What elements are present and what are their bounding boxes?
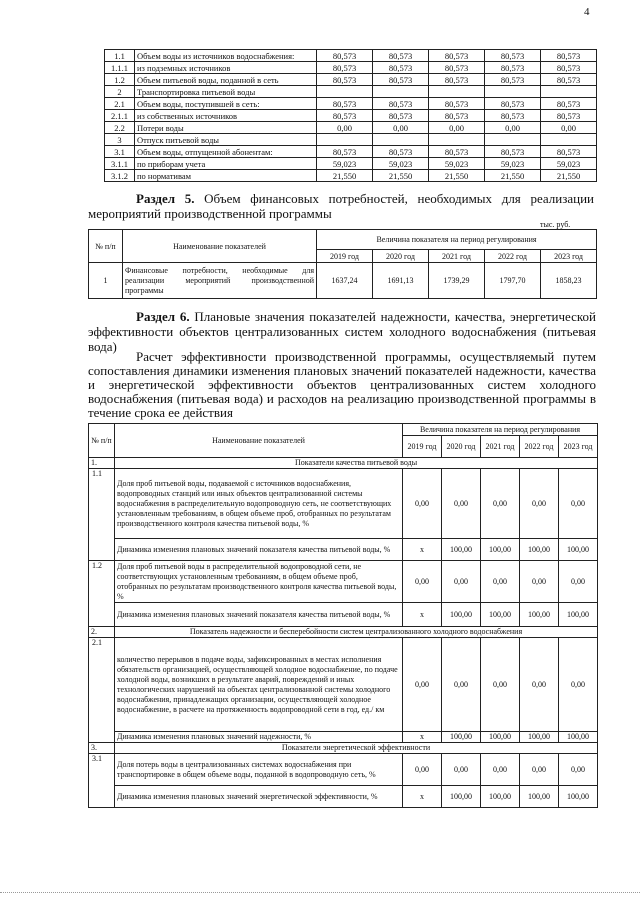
table-row bbox=[105, 50, 597, 62]
dynamics-value: 100,00 bbox=[481, 603, 520, 627]
row-value: 80,573 bbox=[485, 146, 541, 158]
row-value: 80,573 bbox=[429, 50, 485, 62]
table-row bbox=[105, 74, 597, 86]
dynamics-value: х bbox=[403, 603, 442, 627]
row-value: 80,573 bbox=[317, 146, 373, 158]
indicator-row bbox=[89, 469, 598, 539]
section5-title: Объем финансовых потребностей, необходимых для реализации мероприятий производственной программы bbox=[88, 191, 594, 221]
row-value: 80,573 bbox=[317, 62, 373, 74]
dynamics-value: 100,00 bbox=[520, 603, 559, 627]
row-name: Объем воды, поступившей в сеть: bbox=[135, 98, 317, 110]
row-value bbox=[541, 86, 597, 98]
t3-header-period: Величина показателя на период регулирования bbox=[403, 424, 598, 436]
row-value: 80,573 bbox=[317, 50, 373, 62]
t2-header-num: № п/п bbox=[89, 230, 123, 263]
row-value: 59,023 bbox=[485, 158, 541, 170]
row-value: 80,573 bbox=[541, 62, 597, 74]
indicator-value: 0,00 bbox=[520, 469, 559, 539]
section-num: 2. bbox=[89, 627, 115, 638]
page-number: 4 bbox=[584, 6, 590, 18]
dynamics-row bbox=[89, 603, 598, 627]
dynamics-name: Динамика изменения плановых значений надежности, % bbox=[115, 732, 403, 743]
indicator-value: 0,00 bbox=[559, 754, 598, 786]
row-value: 0,00 bbox=[429, 122, 485, 134]
financial-needs-table bbox=[88, 229, 597, 299]
row-value bbox=[317, 86, 373, 98]
indicator-value: 0,00 bbox=[520, 638, 559, 732]
row-name: Потери воды bbox=[135, 122, 317, 134]
dynamics-value: 100,00 bbox=[559, 786, 598, 808]
row-num: 2 bbox=[105, 86, 135, 98]
section-row bbox=[89, 743, 598, 754]
table-row bbox=[105, 86, 597, 98]
section-row bbox=[89, 458, 598, 469]
section-num: 1. bbox=[89, 458, 115, 469]
row-value: 80,573 bbox=[429, 98, 485, 110]
row-num: 2.1 bbox=[105, 98, 135, 110]
row-value bbox=[485, 86, 541, 98]
indicator-value: 0,00 bbox=[559, 561, 598, 603]
dynamics-value: х bbox=[403, 786, 442, 808]
indicator-value: 0,00 bbox=[403, 754, 442, 786]
row-value: 80,573 bbox=[429, 110, 485, 122]
section5-heading bbox=[88, 191, 594, 221]
row-value: 80,573 bbox=[485, 74, 541, 86]
row-num: 3.1.1 bbox=[105, 158, 135, 170]
row-num: 2.1.1 bbox=[105, 110, 135, 122]
indicator-value: 0,00 bbox=[481, 754, 520, 786]
dynamics-value: 100,00 bbox=[442, 603, 481, 627]
t2-row-name: Финансовые потребности, необходимые для реализации мероприятий производственной программы bbox=[123, 263, 317, 299]
table-row bbox=[105, 146, 597, 158]
row-value: 80,573 bbox=[317, 110, 373, 122]
section5-label: Раздел 5. bbox=[136, 191, 195, 206]
row-value: 80,573 bbox=[373, 146, 429, 158]
row-value: 80,573 bbox=[485, 62, 541, 74]
dynamics-value: 100,00 bbox=[442, 786, 481, 808]
indicator-value: 0,00 bbox=[403, 469, 442, 539]
t2-value: 1691,13 bbox=[373, 263, 429, 299]
indicator-num: 1.1 bbox=[89, 469, 115, 561]
t2-year: 2023 год bbox=[541, 250, 597, 263]
t2-row-num: 1 bbox=[89, 263, 123, 299]
t2-header-name: Наименование показателей bbox=[123, 230, 317, 263]
t2-value: 1739,29 bbox=[429, 263, 485, 299]
table-row bbox=[105, 158, 597, 170]
dynamics-value: 100,00 bbox=[520, 786, 559, 808]
indicators-table bbox=[88, 423, 598, 808]
indicator-value: 0,00 bbox=[520, 754, 559, 786]
row-value: 80,573 bbox=[429, 146, 485, 158]
indicator-name: Доля потерь воды в централизованных системах водоснабжения при транспортировке в общем объеме воды, поданной в водопроводную сеть, % bbox=[115, 754, 403, 786]
table-row bbox=[105, 110, 597, 122]
row-value: 0,00 bbox=[317, 122, 373, 134]
row-value: 21,550 bbox=[429, 170, 485, 182]
indicator-value: 0,00 bbox=[481, 561, 520, 603]
indicator-value: 0,00 bbox=[520, 561, 559, 603]
table-row bbox=[105, 98, 597, 110]
t3-year: 2020 год bbox=[442, 436, 481, 458]
row-value: 21,550 bbox=[373, 170, 429, 182]
dynamics-name: Динамика изменения плановых значений показателя качества питьевой воды, % bbox=[115, 603, 403, 627]
t2-year: 2021 год bbox=[429, 250, 485, 263]
dynamics-value: х bbox=[403, 539, 442, 561]
row-name: из собственных источников bbox=[135, 110, 317, 122]
row-name: по нормативам bbox=[135, 170, 317, 182]
row-value: 21,550 bbox=[541, 170, 597, 182]
indicator-row bbox=[89, 561, 598, 603]
row-value: 80,573 bbox=[373, 98, 429, 110]
dynamics-value: 100,00 bbox=[442, 732, 481, 743]
row-value: 80,573 bbox=[373, 62, 429, 74]
row-value bbox=[373, 86, 429, 98]
row-value: 80,573 bbox=[485, 110, 541, 122]
row-name: по приборам учета bbox=[135, 158, 317, 170]
section6-title: Плановые значения показателей надежности, качества, энергетической эффективности объектов централизованных систем холодного водоснабжения (питьевая вода) bbox=[88, 309, 597, 354]
section6-label: Раздел 6. bbox=[136, 309, 190, 324]
row-value: 0,00 bbox=[485, 122, 541, 134]
water-balance-table bbox=[104, 49, 597, 182]
indicator-num: 1.2 bbox=[89, 561, 115, 627]
indicator-row bbox=[89, 638, 598, 732]
row-value: 80,573 bbox=[429, 74, 485, 86]
t3-header-num: № п/п bbox=[89, 424, 115, 458]
row-value: 0,00 bbox=[373, 122, 429, 134]
indicator-num: 2.1 bbox=[89, 638, 115, 743]
row-value bbox=[429, 86, 485, 98]
dynamics-value: 100,00 bbox=[520, 539, 559, 561]
row-value: 21,550 bbox=[485, 170, 541, 182]
indicator-row bbox=[89, 754, 598, 786]
row-num: 3.1 bbox=[105, 146, 135, 158]
row-value: 80,573 bbox=[541, 146, 597, 158]
t2-value: 1797,70 bbox=[485, 263, 541, 299]
dynamics-row bbox=[89, 732, 598, 743]
unit-label: тыс. руб. bbox=[540, 220, 571, 229]
dynamics-value: 100,00 bbox=[481, 732, 520, 743]
dynamics-row bbox=[89, 786, 598, 808]
dynamics-value: 100,00 bbox=[481, 786, 520, 808]
indicator-value: 0,00 bbox=[403, 561, 442, 603]
t2-header-period: Величина показателя на период регулирования bbox=[317, 230, 597, 250]
row-value: 59,023 bbox=[541, 158, 597, 170]
row-name: Объем питьевой воды, поданной в сеть bbox=[135, 74, 317, 86]
row-value: 80,573 bbox=[373, 50, 429, 62]
indicator-value: 0,00 bbox=[442, 754, 481, 786]
row-value: 80,573 bbox=[373, 110, 429, 122]
row-value: 80,573 bbox=[541, 98, 597, 110]
section-title: Показатели качества питьевой воды bbox=[115, 458, 598, 469]
t2-value: 1637,24 bbox=[317, 263, 373, 299]
row-value: 59,023 bbox=[429, 158, 485, 170]
dynamics-name: Динамика изменения плановых значений показателя качества питьевой воды, % bbox=[115, 539, 403, 561]
row-num: 1.1 bbox=[105, 50, 135, 62]
dynamics-value: 100,00 bbox=[559, 603, 598, 627]
dynamics-name: Динамика изменения плановых значений энергетической эффективности, % bbox=[115, 786, 403, 808]
indicator-value: 0,00 bbox=[442, 469, 481, 539]
indicator-name: количество перерывов в подаче воды, зафиксированных в местах исполнения обязательств организацией, осуществляющей холодное водоснабжение, по подаче холодной воды, возникших в результате аварий, повреждений и иных технологических нарушений на объектах централизованной системы холодного водоснабжения, принадлежащих организации, осуществляющей холодное водоснабжение, в расчете на протяженность водопроводной сети в год, ед./ км bbox=[115, 638, 403, 732]
section-num: 3. bbox=[89, 743, 115, 754]
table-row bbox=[105, 122, 597, 134]
t3-year: 2019 год bbox=[403, 436, 442, 458]
row-value: 0,00 bbox=[541, 122, 597, 134]
t3-header-name: Наименование показателей bbox=[115, 424, 403, 458]
row-value: 80,573 bbox=[317, 98, 373, 110]
row-name: из подземных источников bbox=[135, 62, 317, 74]
row-value bbox=[317, 134, 373, 146]
row-value: 21,550 bbox=[317, 170, 373, 182]
dynamics-value: 100,00 bbox=[442, 539, 481, 561]
t2-year: 2019 год bbox=[317, 250, 373, 263]
row-value bbox=[429, 134, 485, 146]
row-name: Отпуск питьевой воды bbox=[135, 134, 317, 146]
row-name: Объем воды, отпущенной абонентам: bbox=[135, 146, 317, 158]
dynamics-value: 100,00 bbox=[559, 732, 598, 743]
section-title: Показатель надежности и бесперебойности систем централизованного холодного водоснабжения bbox=[115, 627, 598, 638]
row-name: Объем воды из источников водоснабжения: bbox=[135, 50, 317, 62]
section-row bbox=[89, 627, 598, 638]
t2-value: 1858,23 bbox=[541, 263, 597, 299]
row-value bbox=[373, 134, 429, 146]
row-value: 80,573 bbox=[541, 74, 597, 86]
indicator-value: 0,00 bbox=[559, 469, 598, 539]
indicator-value: 0,00 bbox=[559, 638, 598, 732]
table-row bbox=[105, 62, 597, 74]
section6-paragraph: Расчет эффективности производственной программы, осуществляемый путем сопоставления динамики изменения плановых значений показателей надежности, качества и энергетической эффективности объектов централизованных систем холодного водоснабжения (питьевая вода) и расходов на реализацию производственной программы в течение срока ее действия bbox=[88, 349, 596, 420]
indicator-num: 3.1 bbox=[89, 754, 115, 808]
indicator-value: 0,00 bbox=[442, 638, 481, 732]
table-row bbox=[105, 170, 597, 182]
row-name: Транспортировка питьевой воды bbox=[135, 86, 317, 98]
row-value: 59,023 bbox=[373, 158, 429, 170]
indicator-value: 0,00 bbox=[403, 638, 442, 732]
t2-year: 2020 год bbox=[373, 250, 429, 263]
row-num: 2.2 bbox=[105, 122, 135, 134]
row-value: 59,023 bbox=[317, 158, 373, 170]
dynamics-value: х bbox=[403, 732, 442, 743]
section-title: Показатели энергетической эффективности bbox=[115, 743, 598, 754]
row-num: 1.2 bbox=[105, 74, 135, 86]
section6-heading bbox=[88, 309, 596, 354]
indicator-value: 0,00 bbox=[442, 561, 481, 603]
t2-year: 2022 год bbox=[485, 250, 541, 263]
row-num: 3 bbox=[105, 134, 135, 146]
row-value: 80,573 bbox=[485, 50, 541, 62]
row-num: 1.1.1 bbox=[105, 62, 135, 74]
t3-year: 2021 год bbox=[481, 436, 520, 458]
row-value: 80,573 bbox=[485, 98, 541, 110]
row-value: 80,573 bbox=[429, 62, 485, 74]
bottom-rule bbox=[0, 892, 640, 893]
row-value: 80,573 bbox=[373, 74, 429, 86]
row-value: 80,573 bbox=[317, 74, 373, 86]
row-value bbox=[485, 134, 541, 146]
row-value: 80,573 bbox=[541, 50, 597, 62]
row-value: 80,573 bbox=[541, 110, 597, 122]
t3-year: 2023 год bbox=[559, 436, 598, 458]
indicator-value: 0,00 bbox=[481, 638, 520, 732]
dynamics-value: 100,00 bbox=[559, 539, 598, 561]
table-row bbox=[105, 134, 597, 146]
t3-year: 2022 год bbox=[520, 436, 559, 458]
indicator-name: Доля проб питьевой воды в распределительной водопроводной сети, не соответствующих установленным требованиям, в общем объеме проб, отобранных по результатам производственного контроля качества питьевой воды, % bbox=[115, 561, 403, 603]
dynamics-value: 100,00 bbox=[520, 732, 559, 743]
indicator-value: 0,00 bbox=[481, 469, 520, 539]
row-value bbox=[541, 134, 597, 146]
row-num: 3.1.2 bbox=[105, 170, 135, 182]
dynamics-row bbox=[89, 539, 598, 561]
dynamics-value: 100,00 bbox=[481, 539, 520, 561]
indicator-name: Доля проб питьевой воды, подаваемой с источников водоснабжения, водопроводных станций или иных объектов централизованной системы водоснабжения в распределительную водопроводную сеть, не соответствующих установленным требованиям, в общем объеме проб, отобранных по результатам производственного контроля качества питьевой воды, % bbox=[115, 469, 403, 539]
